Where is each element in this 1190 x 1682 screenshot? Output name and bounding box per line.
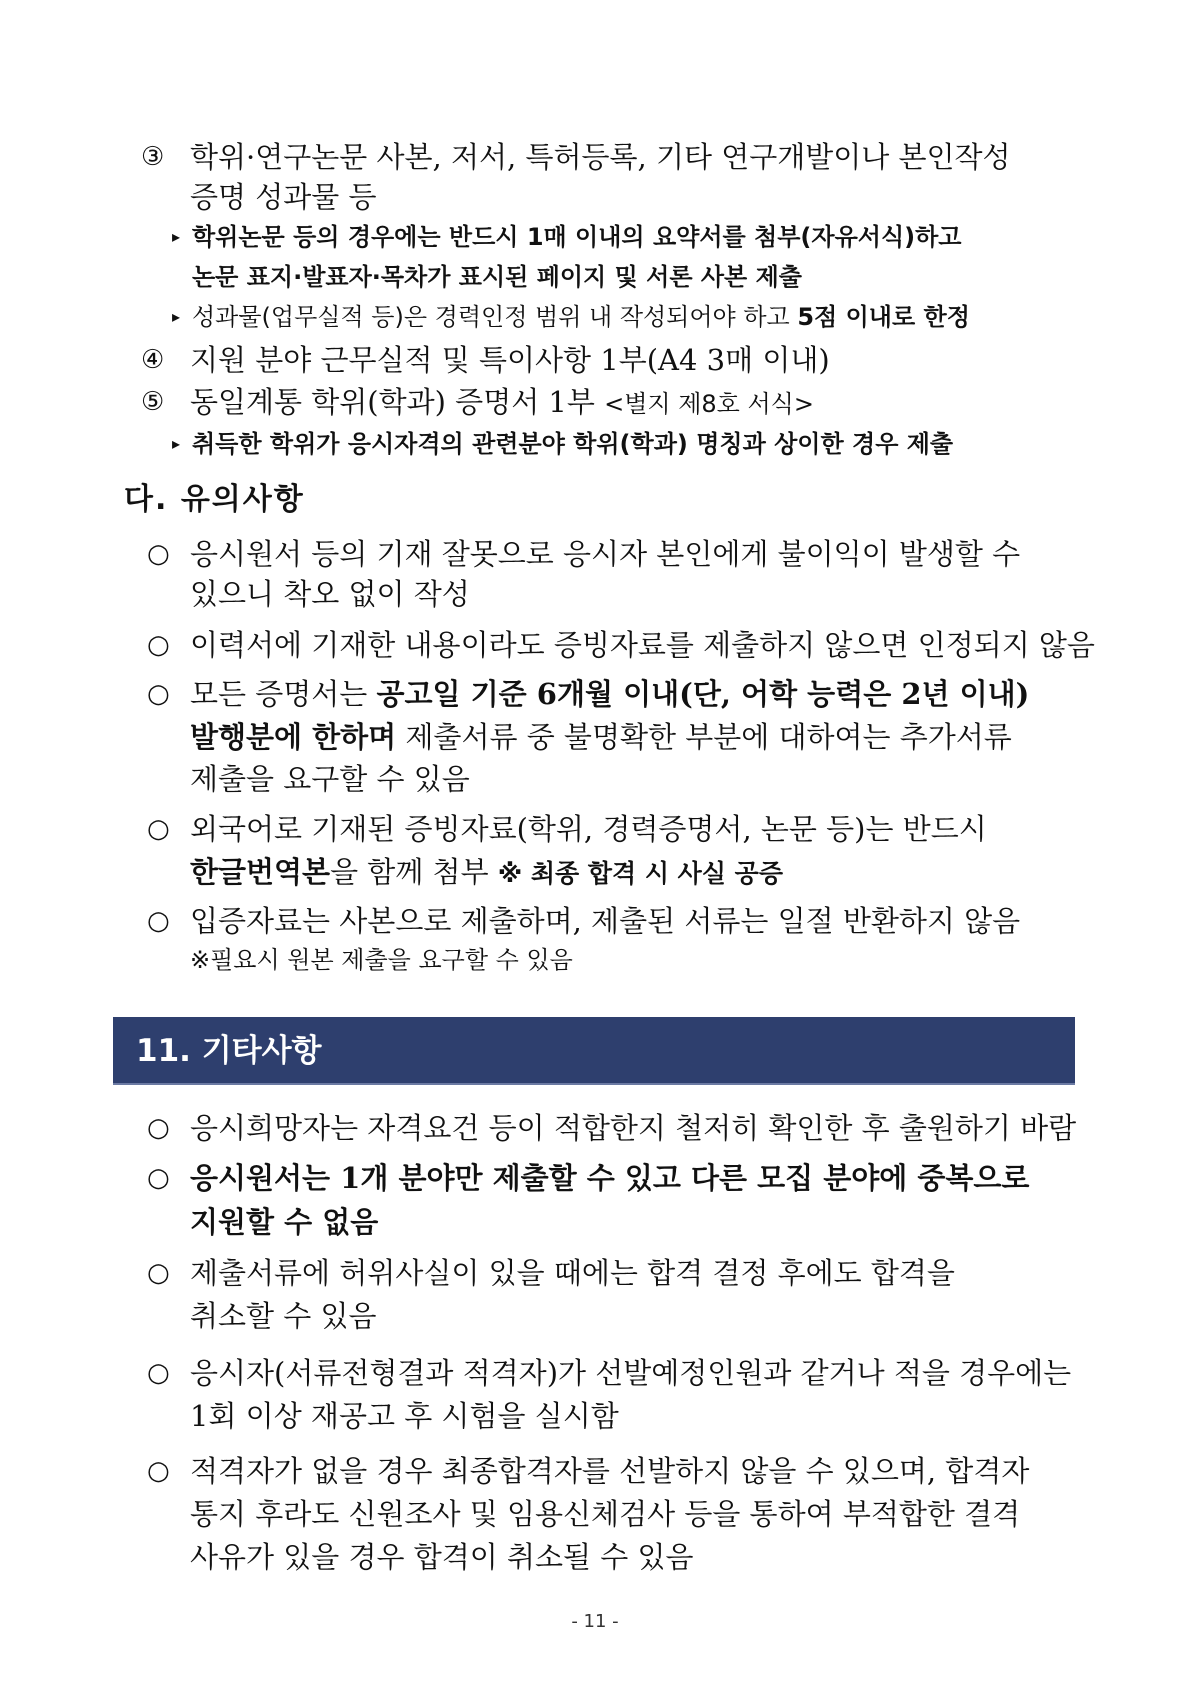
circle-bullet-icon: ○: [147, 814, 170, 844]
item-5-text: 동일계통 학위(학과) 증명서 1부: [190, 385, 605, 419]
s11-p3-line2: 취소할 수 있음: [190, 1299, 377, 1333]
item-5-note: 취득한 학위가 응시자격의 관련분야 학위(학과) 명칭과 상이한 경우 제출: [192, 430, 954, 458]
s11-p5-line3: 사유가 있을 경우 합격이 취소될 수 있음: [190, 1540, 694, 1574]
item-3-note2-bold: 5점 이내로 한정: [797, 303, 970, 331]
circle-bullet-icon: ○: [147, 539, 170, 569]
da-p3-line1: [190, 675, 1029, 713]
item-3-line1: 학위·연구논문 사본, 저서, 특허등록, 기타 연구개발이나 본인작성: [190, 140, 1011, 174]
s11-p2-line1: 응시원서는 1개 분야만 제출할 수 있고 다른 모집 분야에 중복으로: [190, 1161, 1030, 1195]
item-3-note1-line2: 논문 표지·발표자·목차가 표시된 페이지 및 서론 사본 제출: [192, 263, 802, 291]
triangle-bullet-icon: ▸: [172, 434, 181, 453]
item-5-line: [190, 383, 814, 421]
circle-bullet-icon: ○: [147, 679, 170, 709]
da-p3-line2: [190, 718, 1012, 756]
item-4-marker: ④: [141, 345, 165, 375]
da-p4-mid: 을 함께 첨부: [330, 855, 498, 889]
circle-bullet-icon: ○: [147, 1113, 170, 1143]
circle-bullet-icon: ○: [147, 906, 170, 936]
s11-p3-line1: 제출서류에 허위사실이 있을 때에는 합격 결정 후에도 합격을: [190, 1256, 955, 1290]
da-p4-bold: 한글번역본: [190, 855, 331, 889]
da-p1-line2: 있으니 착오 없이 작성: [190, 577, 470, 611]
s11-p1: 응시희망자는 자격요건 등이 적합한지 철저히 확인한 후 출원하기 바람: [190, 1111, 1077, 1145]
da-p3-pre: 모든 증명서는: [190, 677, 377, 711]
circle-bullet-icon: ○: [147, 1456, 170, 1486]
item-5-marker: ⑤: [141, 387, 165, 417]
item-3-note2-text: 성과물(업무실적 등)은 경력인정 범위 내 작성되어야 하고: [192, 303, 798, 331]
section-11-title: 11. 기타사항: [136, 1033, 322, 1069]
s11-p2-line2: 지원할 수 없음: [190, 1205, 379, 1239]
circle-bullet-icon: ○: [147, 1258, 170, 1288]
s11-p4-line2: 1회 이상 재공고 후 시험을 실시함: [190, 1399, 619, 1433]
s11-p4-line1: 응시자(서류전형결과 적격자)가 선발예정인원과 같거나 적을 경우에는: [190, 1356, 1072, 1390]
item-3-marker: ③: [141, 142, 165, 172]
da-p4-line1: 외국어로 기재된 증빙자료(학위, 경력증명서, 논문 등)는 반드시: [190, 812, 987, 846]
da-p3-bold2: 발행분에 한하며: [190, 720, 397, 754]
da-p1-line1: 응시원서 등의 기재 잘못으로 응시자 본인에게 불이익이 발생할 수: [190, 537, 1021, 571]
da-p4-line2: [190, 853, 783, 893]
item-4-text: 지원 분야 근무실적 및 특이사항 1부(A4 3매 이내): [190, 343, 830, 377]
da-p3-bold1: 공고일 기준 6개월 이내(단, 어학 능력은 2년 이내): [376, 677, 1030, 711]
circle-bullet-icon: ○: [147, 1163, 170, 1193]
item-5-form-ref: <별지 제8호 서식>: [604, 390, 814, 418]
s11-p5-line1: 적격자가 없을 경우 최종합격자를 선발하지 않을 수 있으며, 합격자: [190, 1454, 1030, 1488]
item-3-note1-line1: 학위논문 등의 경우에는 반드시 1매 이내의 요약서를 첨부(자유서식)하고: [192, 223, 962, 251]
section-da-heading: 다. 유의사항: [124, 482, 305, 517]
triangle-bullet-icon: ▸: [172, 227, 181, 246]
circle-bullet-icon: ○: [147, 1358, 170, 1388]
da-p5-note: ※필요시 원본 제출을 요구할 수 있음: [190, 946, 573, 974]
da-p3-line3: 제출을 요구할 수 있음: [190, 762, 470, 796]
da-p4-note: ※ 최종 합격 시 사실 공증: [497, 859, 783, 888]
page-number: - 11 -: [571, 1611, 619, 1632]
item-3-note2: [192, 301, 970, 333]
circle-bullet-icon: ○: [147, 630, 170, 660]
da-p3-rest: 제출서류 중 불명확한 부분에 대하여는 추가서류: [396, 720, 1012, 754]
triangle-bullet-icon: ▸: [172, 307, 181, 326]
da-p5: 입증자료는 사본으로 제출하며, 제출된 서류는 일절 반환하지 않음: [190, 904, 1021, 938]
s11-p5-line2: 통지 후라도 신원조사 및 임용신체검사 등을 통하여 부적합한 결격: [190, 1497, 1021, 1531]
da-p2: 이력서에 기재한 내용이라도 증빙자료를 제출하지 않으면 인정되지 않음: [190, 628, 1095, 662]
item-3-line2: 증명 성과물 등: [190, 180, 377, 214]
